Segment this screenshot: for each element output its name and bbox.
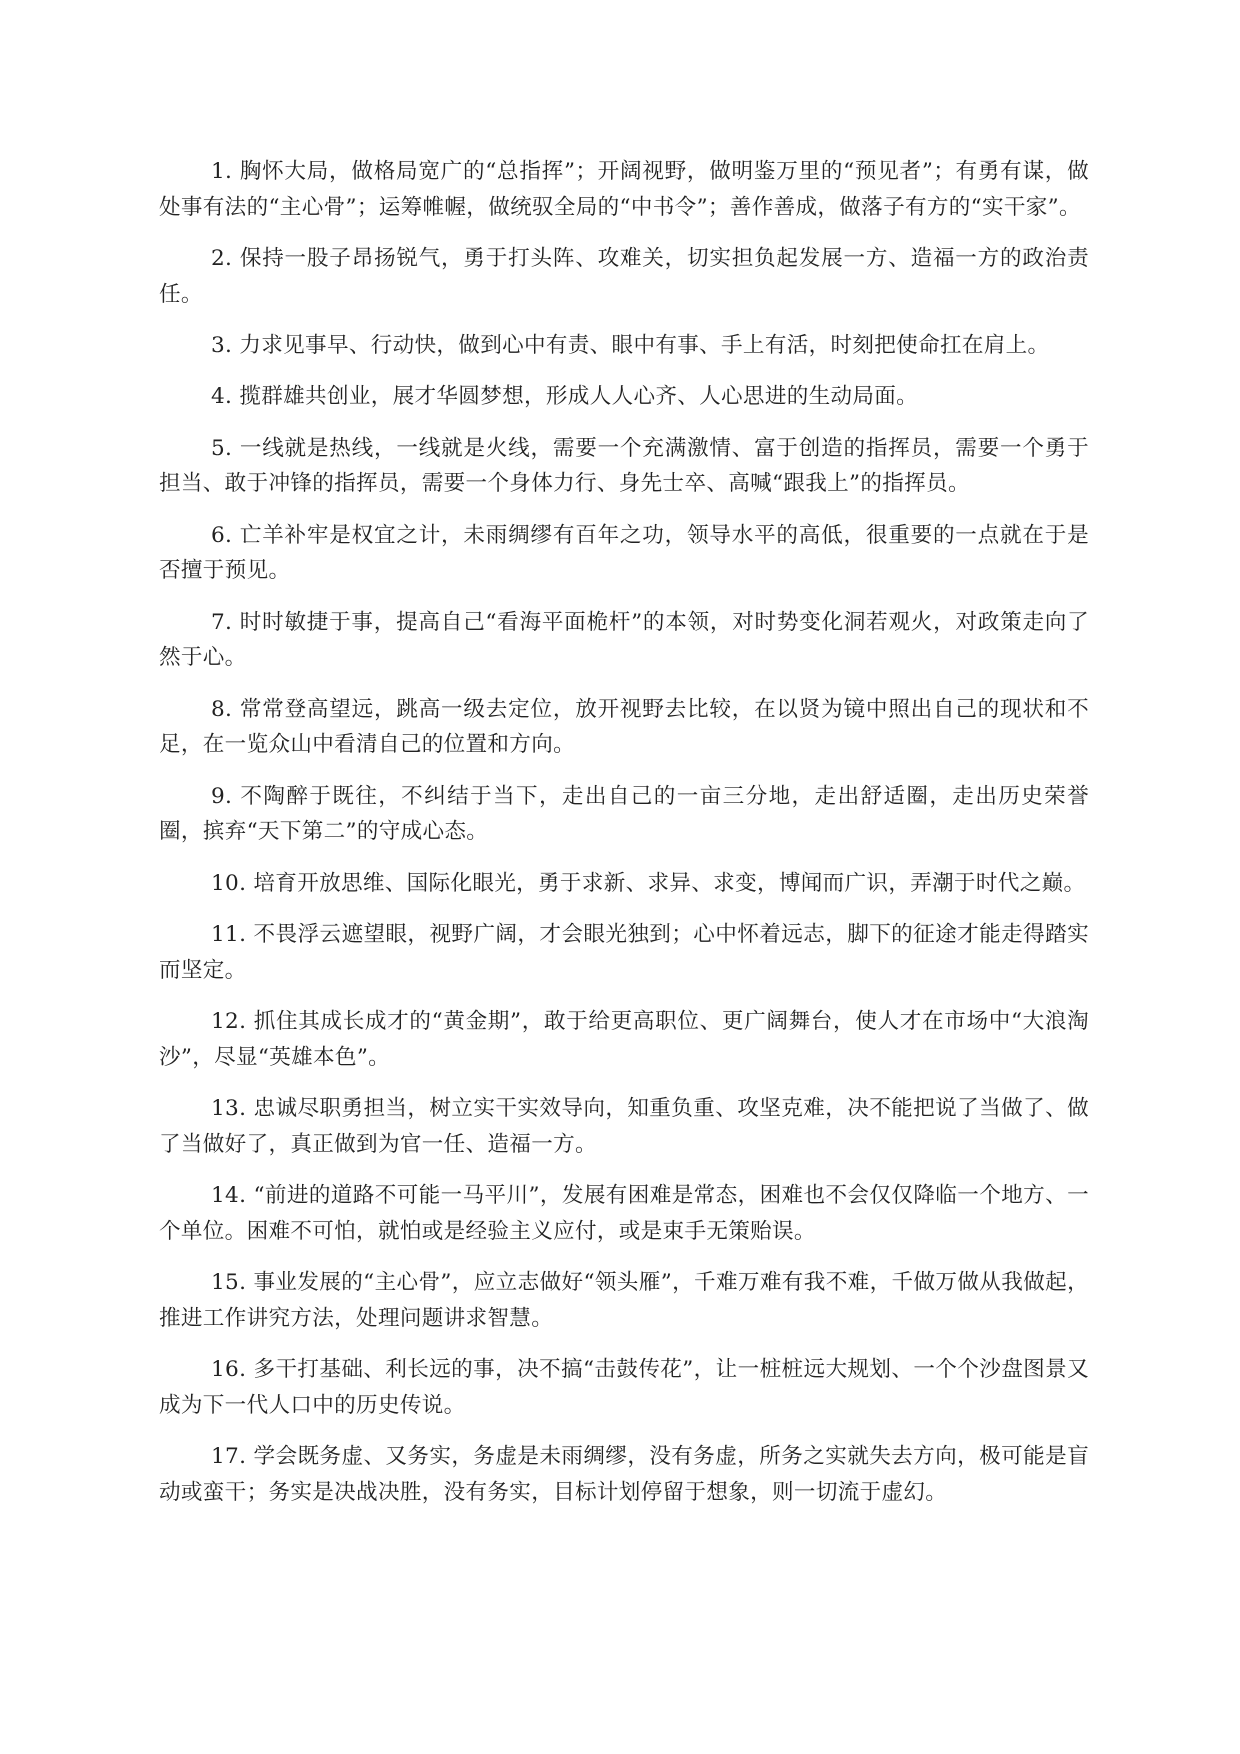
list-item: 10. 培育开放思维、国际化眼光，勇于求新、求异、求变，博闻而广识，弄潮于时代之巅。 xyxy=(211,870,1086,896)
list-item: 8. 常常登高望远，跳高一级去定位，放开视野去比较，在以贤为镜中照出自己的现状和不足，在一览众山中看清自己的位置和方向。 xyxy=(159,696,1089,758)
document-body xyxy=(159,154,1089,1526)
list-item: 6. 亡羊补牢是权宜之计，未雨绸缪有百年之功，领导水平的高低，很重要的一点就在于是否擅于预见。 xyxy=(159,522,1089,584)
list-item: 1. 胸怀大局，做格局宽广的“总指挥”；开阔视野，做明鉴万里的“预见者”；有勇有谋，做处事有法的“主心骨”；运筹帷幄，做统驭全局的“中书令”；善作善成，做落子有方的“实干家”。 xyxy=(159,159,1089,220)
list-item: 13. 忠诚尽职勇担当，树立实干实效导向，知重负重、攻坚克难，决不能把说了当做了、做了当做好了，真正做到为官一任、造福一方。 xyxy=(159,1096,1089,1157)
list-item: 11. 不畏浮云遮望眼，视野广阔，才会眼光独到；心中怀着远志，脚下的征途才能走得踏实而坚定。 xyxy=(159,922,1089,983)
list-item: 15. 事业发展的“主心骨”，应立志做好“领头雁”，千难万难有我不难，千做万做从我做起，推进工作讲究方法，处理问题讲求智慧。 xyxy=(159,1270,1089,1331)
list-item: 5. 一线就是热线，一线就是火线，需要一个充满激情、富于创造的指挥员，需要一个勇于担当、敢于冲锋的指挥员，需要一个身体力行、身先士卒、高喊“跟我上”的指挥员。 xyxy=(159,435,1089,497)
list-item: 14. “前进的道路不可能一马平川”，发展有困难是常态，困难也不会仅仅降临一个地方、一个单位。困难不可怕，就怕或是经验主义应付，或是束手无策贻误。 xyxy=(159,1183,1089,1244)
list-item: 3. 力求见事早、行动快，做到心中有责、眼中有事、手上有活，时刻把使命扛在肩上。 xyxy=(211,332,1050,358)
list-item: 9. 不陶醉于既往，不纠结于当下，走出自己的一亩三分地，走出舒适圈，走出历史荣誉圈，摈弃“天下第二”的守成心态。 xyxy=(159,783,1089,845)
list-item: 2. 保持一股子昂扬锐气，勇于打头阵、攻难关，切实担负起发展一方、造福一方的政治责任。 xyxy=(159,245,1089,307)
list-item: 7. 时时敏捷于事，提高自己“看海平面桅杆”的本领，对时势变化洞若观火，对政策走向了然于心。 xyxy=(159,609,1089,671)
list-item: 4. 揽群雄共创业，展才华圆梦想，形成人人心齐、人心思进的生动局面。 xyxy=(211,384,919,410)
list-item: 17. 学会既务虚、又务实，务虚是未雨绸缪，没有务虚，所务之实就失去方向，极可能是盲动或蛮干；务实是决战决胜，没有务实，目标计划停留于想象，则一切流于虚幻。 xyxy=(159,1443,1089,1505)
list-item: 12. 抓住其成长成才的“黄金期”，敢于给更高职位、更广阔舞台，使人才在市场中“大浪淘沙”，尽显“英雄本色”。 xyxy=(159,1009,1089,1070)
list-item: 16. 多干打基础、利长远的事，决不搞“击鼓传花”，让一桩桩远大规划、一个个沙盘图景又成为下一代人口中的历史传说。 xyxy=(159,1356,1089,1418)
